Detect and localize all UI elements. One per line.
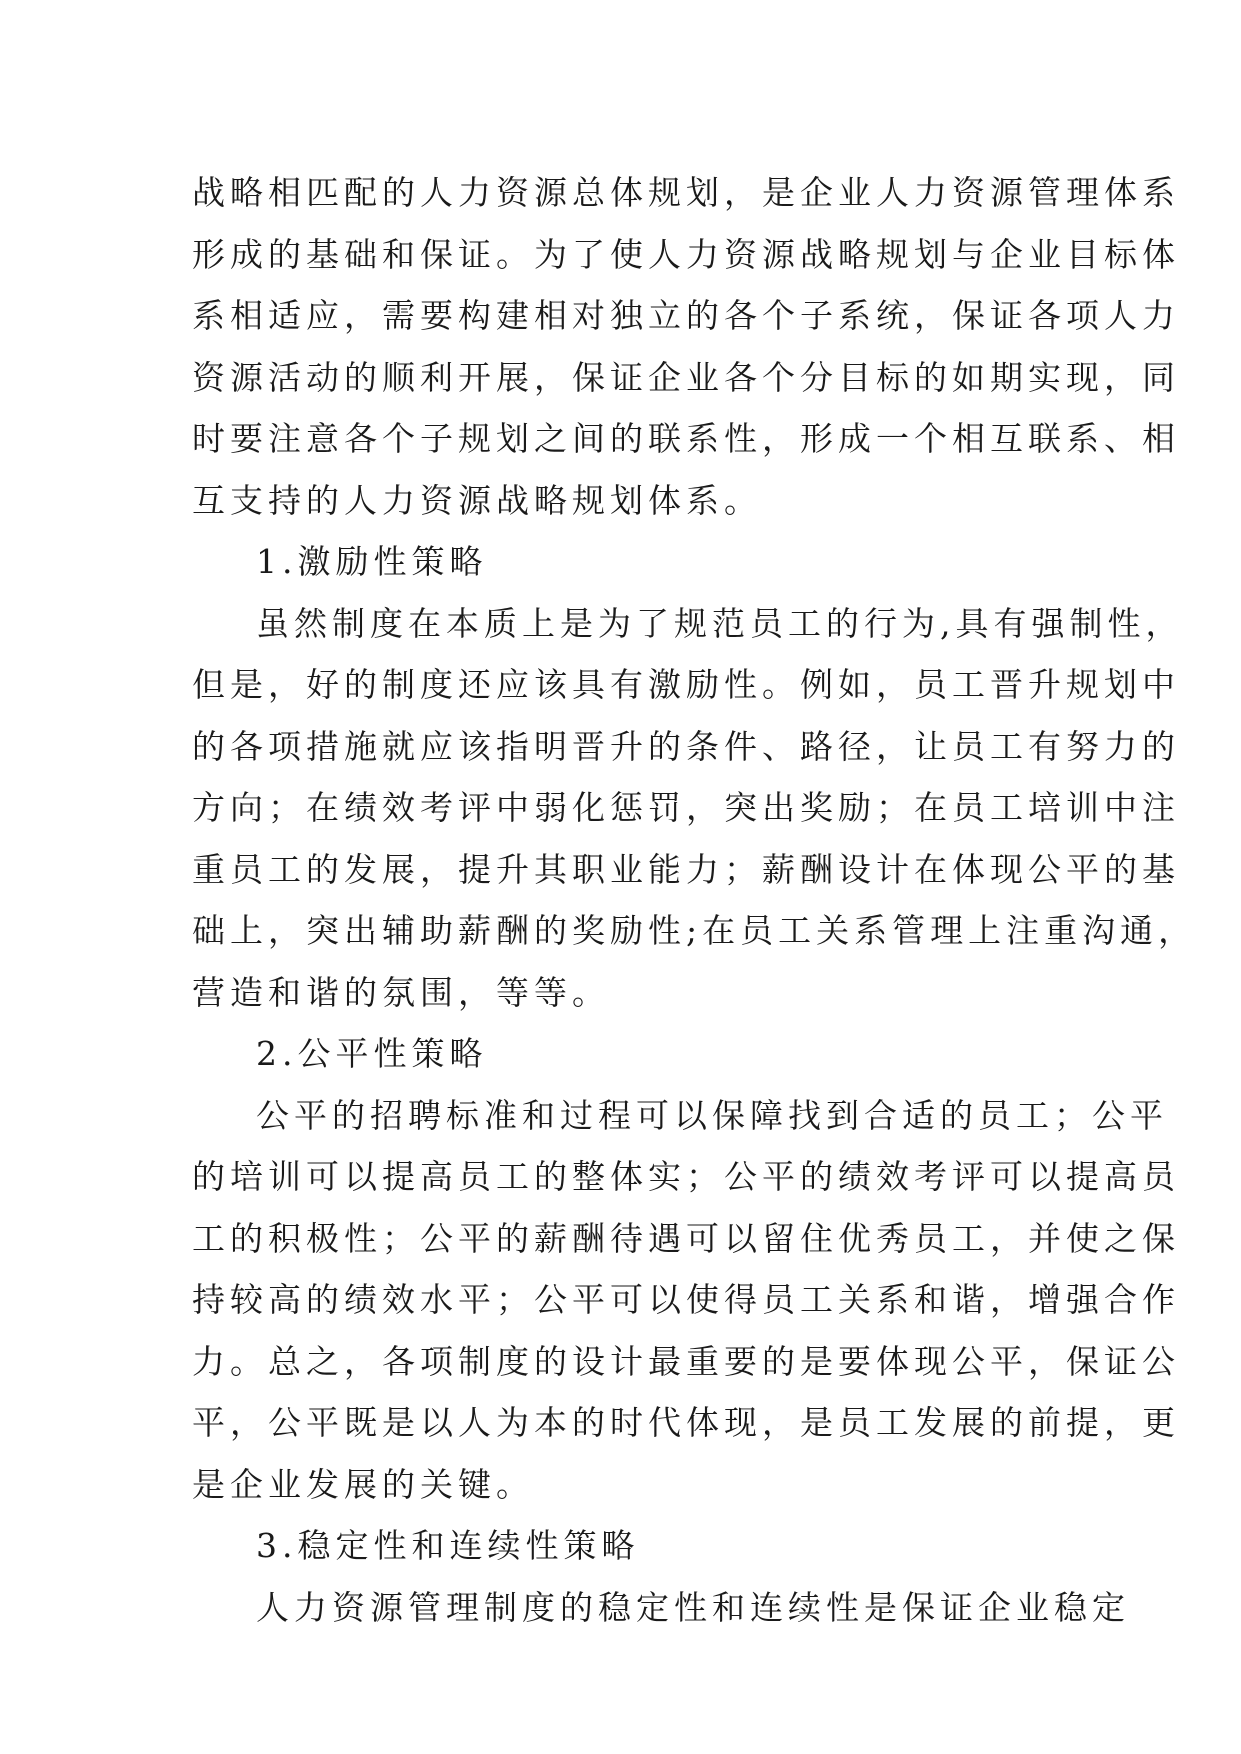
text-line: 战略相匹配的人力资源总体规划，是企业人力资源管理体系: [192, 173, 1180, 212]
section-heading: 2.公平性策略: [256, 1034, 488, 1073]
paragraph: [192, 1085, 1180, 1516]
text-line: 资源活动的顺利开展，保证企业各个分目标的如期实现，同: [192, 357, 1180, 397]
text-line: 工的积极性；公平的薪酬待遇可以留住优秀员工，并使之保: [192, 1218, 1180, 1258]
text-line: 的培训可以提高员工的整体实；公平的绩效考评可以提高员: [192, 1157, 1180, 1196]
text-line: 力。总之，各项制度的设计最重要的是要体现公平，保证公: [192, 1341, 1180, 1381]
text-line: 互支持的人力资源战略规划体系。: [192, 480, 762, 520]
paragraph: [192, 1577, 1130, 1639]
text-line: 础上，突出辅助薪酬的奖励性;在员工关系管理上注重沟通，: [192, 911, 1197, 950]
section-heading: 1.激励性策略: [256, 542, 488, 581]
text-line: 人力资源管理制度的稳定性和连续性是保证企业稳定: [256, 1587, 1130, 1627]
document-body: [192, 162, 1197, 1638]
text-line: 平，公平既是以人为本的时代体现，是员工发展的前提，更: [192, 1403, 1180, 1442]
text-line: 重员工的发展，提升其职业能力；薪酬设计在体现公平的基: [192, 849, 1180, 889]
text-line: 虽然制度在本质上是为了规范员工的行为,具有强制性，: [256, 603, 1184, 643]
text-line: 方向；在绩效考评中弱化惩罚，突出奖励；在员工培训中注: [192, 788, 1180, 827]
text-line: 形成的基础和保证。为了使人力资源战略规划与企业目标体: [192, 234, 1180, 274]
text-line: 时要注意各个子规划之间的联系性，形成一个相互联系、相: [192, 419, 1180, 458]
paragraph: [192, 593, 1197, 1024]
text-line: 系相适应，需要构建相对独立的各个子系统，保证各项人力: [192, 296, 1180, 335]
text-line: 持较高的绩效水平；公平可以使得员工关系和谐，增强合作: [192, 1280, 1180, 1319]
text-line: 营造和谐的氛围，等等。: [192, 972, 610, 1012]
text-line: 的各项措施就应该指明晋升的条件、路径，让员工有努力的: [192, 726, 1180, 766]
section-heading: 3.稳定性和连续性策略: [256, 1526, 640, 1565]
paragraph: [192, 162, 1180, 531]
text-line: 是企业发展的关键。: [192, 1464, 534, 1504]
text-line: 但是，好的制度还应该具有激励性。例如，员工晋升规划中: [192, 665, 1180, 704]
text-line: 公平的招聘标准和过程可以保障找到合适的员工；公平: [256, 1095, 1168, 1135]
